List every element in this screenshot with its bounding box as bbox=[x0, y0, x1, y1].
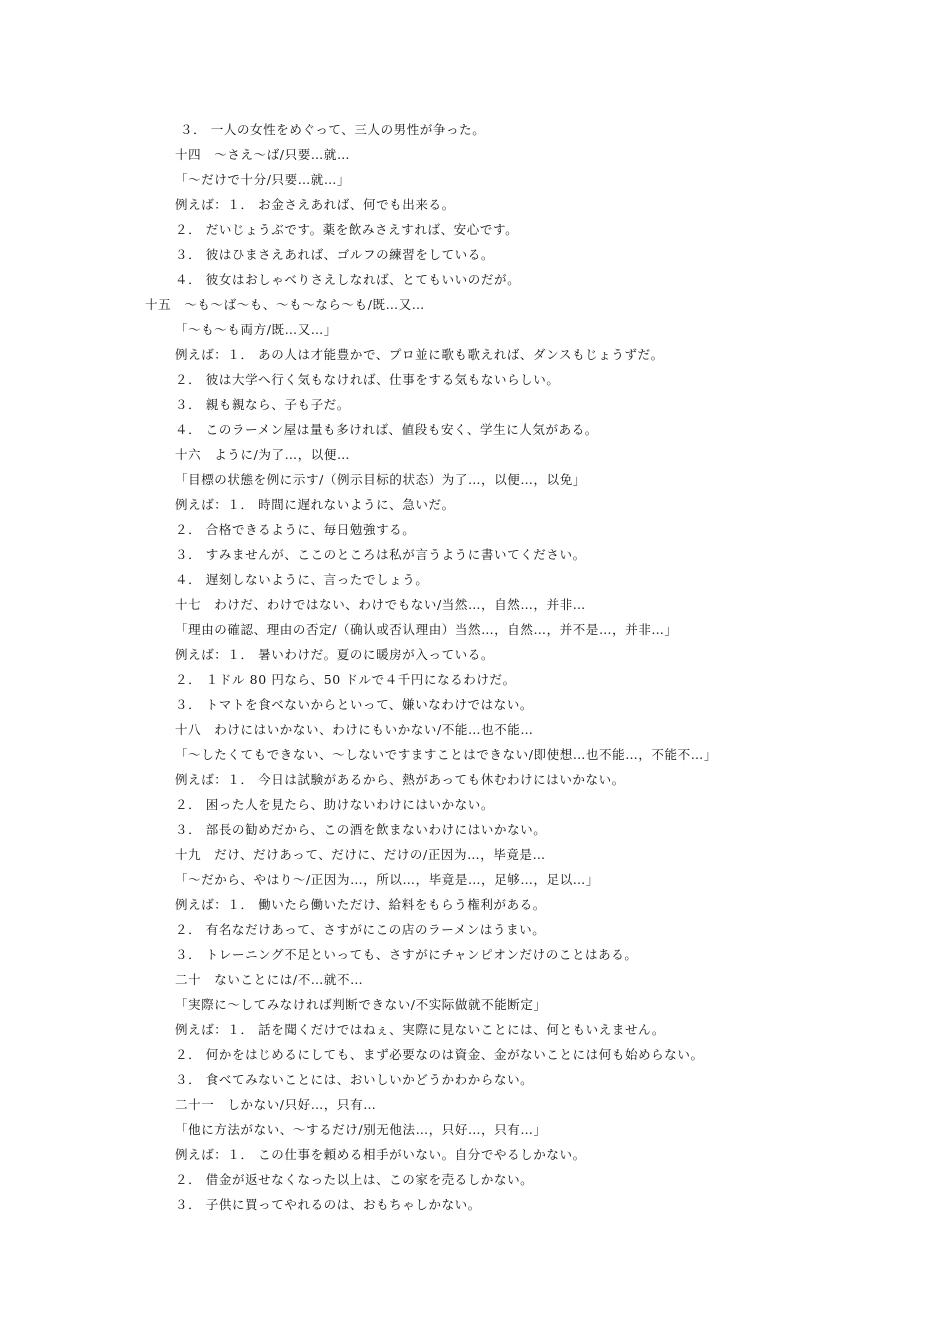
text-line: 例えば：１． この仕事を頼める相手がいない。自分でやるしかない。 bbox=[175, 1147, 586, 1162]
text-line: 十六 ように/为了…，以便… bbox=[175, 447, 351, 462]
text-line: ２． 困った人を見たら、助けないわけにはいかない。 bbox=[175, 797, 494, 812]
text-line: 例えば：１． 話を聞くだけではねぇ、実際に見ないことには、何ともいえません。 bbox=[175, 1022, 666, 1037]
text-line: 二十一 しかない/只好…，只有… bbox=[175, 1097, 377, 1112]
text-line: 「～だから、やはり～/正因为…，所以…，毕竟是…，足够…，足以…」 bbox=[175, 872, 600, 887]
text-line: ２． 有名なだけあって、さすがにこの店のラーメンはうまい。 bbox=[175, 922, 546, 937]
text-line: 十八 わけにはいかない、わけにもいかない/不能…也不能… bbox=[175, 722, 534, 737]
text-line: 十四 ～さえ～ば/只要…就… bbox=[175, 147, 351, 162]
text-line: 例えば：１． お金さえあれば、何でも出来る。 bbox=[175, 197, 455, 212]
text-line: 「目標の状態を例に示す/（例示目标的状态）为了…，以便…，以免」 bbox=[175, 472, 586, 487]
text-line: 例えば：１． 働いたら働いただけ、給料をもらう権利がある。 bbox=[175, 897, 546, 912]
text-line: ３． 親も親なら、子も子だ。 bbox=[175, 397, 350, 412]
text-line: 「～も～も両方/既…又…」 bbox=[175, 322, 338, 337]
text-line: ３． 一人の女性をめぐって、三人の男性が争った。 bbox=[180, 122, 486, 137]
text-line: ３． 子供に買ってやれるのは、おもちゃしかない。 bbox=[175, 1197, 481, 1212]
text-line: ３． すみませんが、ここのところは私が言うように書いてください。 bbox=[175, 547, 586, 562]
text-line: ２． だいじょうぶです。薬を飲みさえすれば、安心です。 bbox=[175, 222, 519, 237]
text-line: ４． このラーメン屋は量も多ければ、値段も安く、学生に人気がある。 bbox=[175, 422, 598, 437]
text-line: 例えば：１． あの人は才能豊かで、プロ並に歌も歌えれば、ダンスもじょうずだ。 bbox=[175, 347, 664, 362]
text-line: ３． 食べてみないことには、おいしいかどうかわからない。 bbox=[175, 1072, 534, 1087]
text-lines bbox=[0, 117, 950, 1217]
text-line: 例えば：１． 暑いわけだ。夏のに暖房が入っている。 bbox=[175, 647, 494, 662]
text-line: 十五 ～も～ば～も、～も～なら～も/既…又… bbox=[145, 297, 425, 312]
text-line: ３． トレーニング不足といっても、さすがにチャンピオンだけのことはある。 bbox=[175, 947, 638, 962]
text-line: 「～したくてもできない、～しないですますことはできない/即使想…也不能…，不能不…」 bbox=[175, 747, 717, 762]
text-line: 二十 ないことには/不…就不… bbox=[175, 972, 364, 987]
text-line: 「～だけで十分/只要…就…」 bbox=[175, 172, 351, 187]
text-line: ３． 部長の勧めだから、この酒を飲まないわけにはいかない。 bbox=[175, 822, 547, 837]
text-line: 「理由の確認、理由の否定/（确认或否认理由）当然…，自然…，并不是…，并非…」 bbox=[175, 622, 678, 637]
text-line: ３． 彼はひまさえあれば、ゴルフの練習をしている。 bbox=[175, 247, 494, 262]
text-line: ２． 何かをはじめるにしても、まず必要なのは資金、金がないことには何も始めらない。 bbox=[175, 1047, 704, 1062]
text-line: ２． 合格できるように、毎日勉強する。 bbox=[175, 522, 416, 537]
text-line: 十九 だけ、だけあって、だけに、だけの/正因为…，毕竟是… bbox=[175, 847, 546, 862]
text-line: ２． 借金が返せなくなった以上は、この家を売るしかない。 bbox=[175, 1172, 534, 1187]
text-line: ４． 彼女はおしゃべりさえしなれば、とてもいいのだが。 bbox=[175, 272, 521, 287]
text-line: 十七 わけだ、わけではない、わけでもない/当然…，自然…，并非… bbox=[175, 597, 586, 612]
text-line: ２． 彼は大学へ行く気もなければ、仕事をする気もないらしい。 bbox=[175, 372, 560, 387]
text-line: ４． 遅刻しないように、言ったでしょう。 bbox=[175, 572, 429, 587]
text-line: 例えば：１． 時間に遅れないように、急いだ。 bbox=[175, 497, 455, 512]
text-line: ３． トマトを食べないからといって、嫌いなわけではない。 bbox=[175, 697, 534, 712]
text-line: 「実際に～してみなければ判断できない/不实际做就不能断定」 bbox=[175, 997, 547, 1012]
text-line: 例えば：１． 今日は試験があるから、熱があっても休むわけにはいかない。 bbox=[175, 772, 625, 787]
text-line: 「他に方法がない、～するだけ/别无他法…，只好…，只有…」 bbox=[175, 1122, 547, 1137]
text-line: ２． １ドル 80 円なら、50 ドルで４千円になるわけだ。 bbox=[175, 672, 516, 687]
